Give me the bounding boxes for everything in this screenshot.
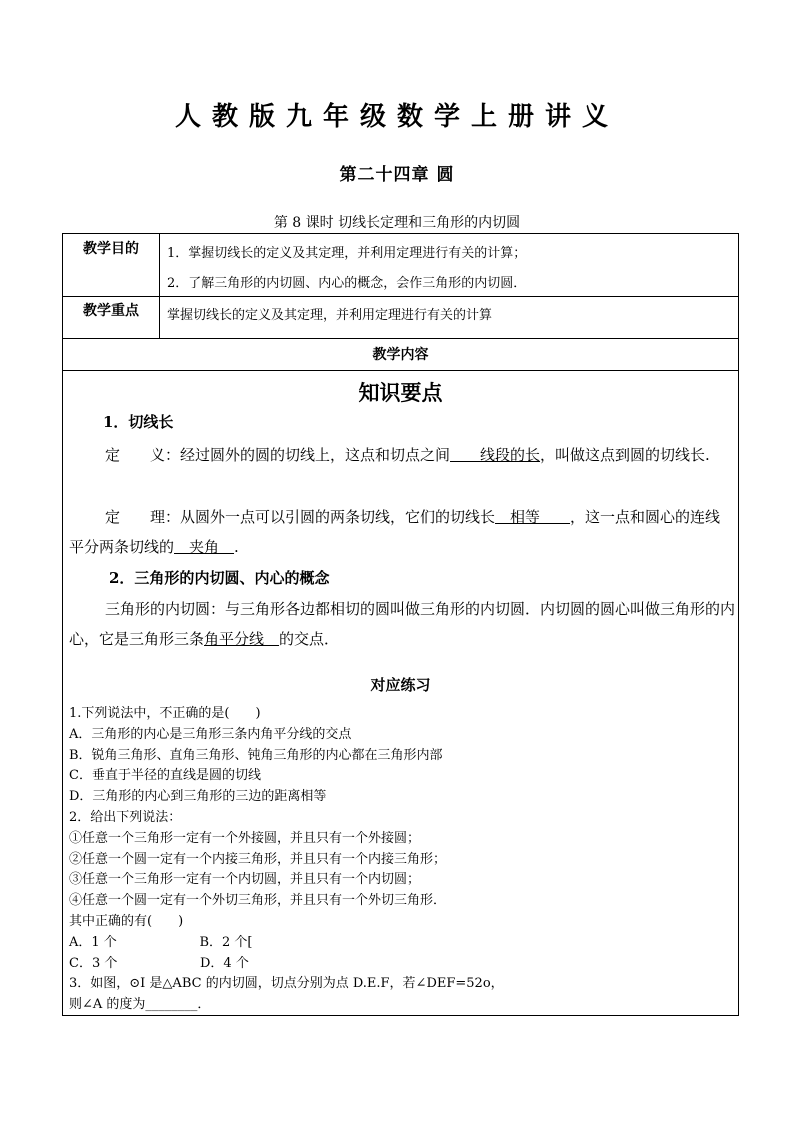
practice-line: ①任意一个三角形一定有一个外接圆，并且只有一个外接圆； (69, 830, 421, 846)
focus-text: 掌握切线长的定义及其定理，并利用定理进行有关的计算 (167, 308, 493, 323)
content-label: 教学内容 (372, 347, 429, 363)
answer-blank: 角平分线 (204, 630, 280, 648)
practice-line: 则∠A 的度为________． (69, 997, 211, 1013)
practice-line: C．3 个 D．4 个 (69, 955, 249, 971)
practice-line: ②任意一个圆一定有一个内接三角形，并且只有一个内接三角形； (69, 851, 447, 867)
practice-line: 2．给出下列说法： (69, 810, 182, 825)
section-1-heading: 1．切线长 (103, 413, 174, 431)
section-2-heading: 2．三角形的内切圆、内心的概念 (109, 569, 330, 587)
practice-line: A．三角形的内心是三角形三条内角平分线的交点 (69, 726, 352, 742)
answer-blank: 夹角 (174, 538, 235, 556)
tangent-length-theorem: 定 理：从圆外一点可以引圆的两条切线，它们的切线长 相等 ，这一点和圆心的连线平分两条切线的 夹角 . (69, 508, 721, 556)
practice-line: D．三角形的内心到三角形的三边的距离相等 (69, 789, 327, 805)
row-divider (63, 370, 738, 371)
practice-heading: 对应练习 (370, 676, 431, 694)
practice-line: B．锐角三角形、直角三角形、钝角三角形的内心都在三角形内部 (69, 747, 443, 763)
objectives-label: 教学目的 (83, 241, 139, 257)
lesson-title: 第 8 课时 切线长定理和三角形的内切圆 (273, 215, 521, 231)
chapter-title: 第二十四章 圆 (339, 165, 455, 185)
practice-line: ④任意一个圆一定有一个外切三角形，并且只有一个外切三角形． (69, 893, 447, 909)
incircle-definition: 三角形的内切圆：与三角形各边都相切的圆叫做三角形的内切圆．内切圆的圆心叫做三角形的内心，它是三角形三条角平分线 的交点． (69, 600, 736, 648)
practice-line: A．1 个 B．2 个[ (69, 934, 253, 950)
practice-line: 其中正确的有( ) (69, 914, 184, 929)
answer-blank: 相等 (495, 508, 571, 526)
objective-item: 2．了解三角形的内切圆、内心的概念，会作三角形的内切圆． (167, 276, 527, 291)
document-title: 人教版九年级数学上册讲义 (174, 102, 619, 132)
knowledge-heading: 知识要点 (358, 380, 443, 405)
practice-line: ③任意一个三角形一定有一个内切圆，并且只有一个内切圆； (69, 872, 421, 888)
objective-item: 1．掌握切线长的定义及其定理，并利用定理进行有关的计算； (167, 246, 527, 261)
practice-line: C．垂直于半径的直线是圆的切线 (69, 768, 261, 784)
practice-line: 3．如图，⊙I 是△ABC 的内切圆，切点分别为点 D.E.F，若∠DEF=52o， (69, 976, 504, 992)
lesson-table (62, 233, 739, 1016)
row-divider (63, 338, 738, 339)
focus-label: 教学重点 (83, 303, 139, 319)
tangent-length-definition: 定 义：经过圆外的圆的切线上，这点和切点之间 线段的长，叫做这点到圆的切线长. (105, 446, 710, 464)
answer-blank: 线段的长 (450, 446, 541, 464)
practice-line: 1.下列说法中，不正确的是( ) (69, 706, 261, 721)
column-divider (159, 234, 160, 338)
row-divider (63, 296, 738, 297)
